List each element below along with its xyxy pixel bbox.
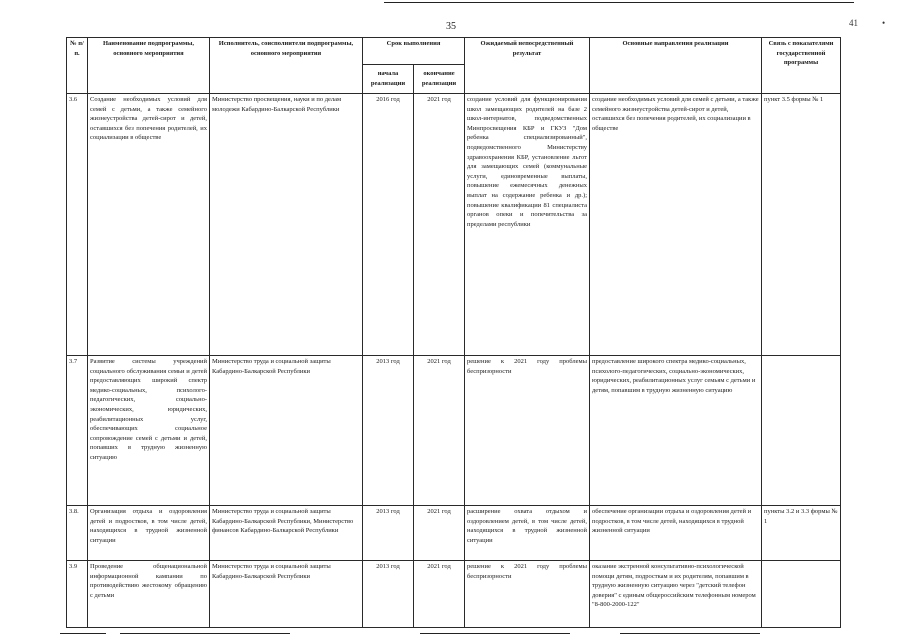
table-row xyxy=(67,356,841,506)
row-start: 2016 год xyxy=(363,94,414,356)
row-link xyxy=(762,561,841,628)
row-directions: создание необходимых условий для семей с детьми, а также семейного жизнеустройства детей-сирот и детей, оставшихся без попечения родителей, их социализации в обществе xyxy=(590,94,762,356)
row-link xyxy=(762,356,841,506)
header-result: Ожидаемый непосредственный результат xyxy=(465,38,590,94)
header-row xyxy=(67,38,841,65)
row-link: пункт 3.5 формы № 1 xyxy=(762,94,841,356)
row-executor: Министерство просвещения, науки и по делам молодежи Кабардино-Балкарской Республики xyxy=(210,94,363,356)
row-link: пункты 3.2 и 3.3 формы № 1 xyxy=(762,506,841,561)
table-row xyxy=(67,506,841,561)
header-num: № п/п. xyxy=(67,38,88,94)
header-link: Связь с показателями государственной программы xyxy=(762,38,841,94)
header-term-end: окончание реализации xyxy=(414,65,465,94)
row-result: решение к 2021 году проблемы беспризорности xyxy=(465,356,590,506)
header-term: Срок выполнения xyxy=(363,38,465,65)
row-executor: Министерство труда и социальной защиты Кабардино-Балкарской Республики, Министерство финансов Кабардино-Балкарской Республики xyxy=(210,506,363,561)
row-num: 3.7 xyxy=(67,356,88,506)
row-result: создание условий для функционирования школ замещающих родителей на базе 2 школ-интернатов, подведомственных Минпросвещения КБР и ГКУЗ "Дом ребенка специализированный", подведомственного Министерству здравоохранения КБР, установление льгот для замещающих семей (коммунальные услуги, единовременные выплаты, повышение ежемесячных денежных выплат на содержание ребенка и др.); повышение квалификации 81 специалиста органов опеки и попечительства за пределами республики xyxy=(465,94,590,356)
row-end: 2021 год xyxy=(414,94,465,356)
row-name: Создание необходимых условий для семей с детьми, а также семейного жизнеустройства детей-сирот и детей, оставшихся без попечения родителей, их социализации в обществе xyxy=(88,94,210,356)
scan-bottom-line xyxy=(420,633,570,634)
row-name: Проведение общенациональной информационной кампании по противодействию жестокому обращению с детьми xyxy=(88,561,210,628)
row-directions: оказание экстренной консультативно-психологической помощи детям, подросткам и их родителям, попавшим в трудную жизненную ситуацию через "детский телефон доверия" с единым общероссийским телефонным номером "8-800-2000-122" xyxy=(590,561,762,628)
corner-mark: 41 xyxy=(849,18,858,28)
scan-bottom-line xyxy=(620,633,760,634)
page-number: 35 xyxy=(446,21,456,32)
table-row xyxy=(67,561,841,628)
row-num: 3.6 xyxy=(67,94,88,356)
row-end: 2021 год xyxy=(414,561,465,628)
row-end: 2021 год xyxy=(414,506,465,561)
row-end: 2021 год xyxy=(414,356,465,506)
scan-bottom-line xyxy=(120,633,290,634)
program-table xyxy=(66,37,841,628)
header-term-start: начала реализации xyxy=(363,65,414,94)
scan-top-line xyxy=(384,2,854,3)
header-executor: Исполнитель, соисполнители подпрограммы, основного мероприятия xyxy=(210,38,363,94)
row-num: 3.9 xyxy=(67,561,88,628)
row-start: 2013 год xyxy=(363,506,414,561)
row-directions: предоставление широкого спектра медико-социальных, психолого-педагогических, социально-экономических, юридических, реабилитационных услуг семьям с детьми и детям, попавшим в трудную жизненную ситуацию xyxy=(590,356,762,506)
row-executor: Министерство труда и социальной защиты Кабардино-Балкарской Республики xyxy=(210,356,363,506)
header-name: Наименование подпрограммы, основного мероприятия xyxy=(88,38,210,94)
row-name: Организация отдыха и оздоровления детей и подростков, в том числе детей, находящихся в трудной жизненной ситуации xyxy=(88,506,210,561)
row-executor: Министерство труда и социальной защиты Кабардино-Балкарской Республики xyxy=(210,561,363,628)
row-result: решение к 2021 году проблемы беспризорности xyxy=(465,561,590,628)
row-num: 3.8. xyxy=(67,506,88,561)
table-row xyxy=(67,94,841,356)
corner-dot: • xyxy=(882,18,886,28)
scan-bottom-line xyxy=(60,633,106,634)
header-directions: Основные направления реализации xyxy=(590,38,762,94)
row-name: Развитие системы учреждений социального обслуживания семьи и детей предоставляющих широкий спектр медико-социальных, психолого-педагогических, социально-экономических, юридических, реабилитационных услуг, обеспечивающих социальное сопровождение семей с детьми и детей, попавших в трудную жизненную ситуацию xyxy=(88,356,210,506)
row-start: 2013 год xyxy=(363,561,414,628)
row-directions: обеспечение организации отдыха и оздоровления детей и подростков, в том числе детей, находящихся в трудной жизненной ситуации xyxy=(590,506,762,561)
row-start: 2013 год xyxy=(363,356,414,506)
row-result: расширение охвата отдыхом и оздоровлением детей, в том числе детей, находящихся в трудной жизненной ситуации xyxy=(465,506,590,561)
